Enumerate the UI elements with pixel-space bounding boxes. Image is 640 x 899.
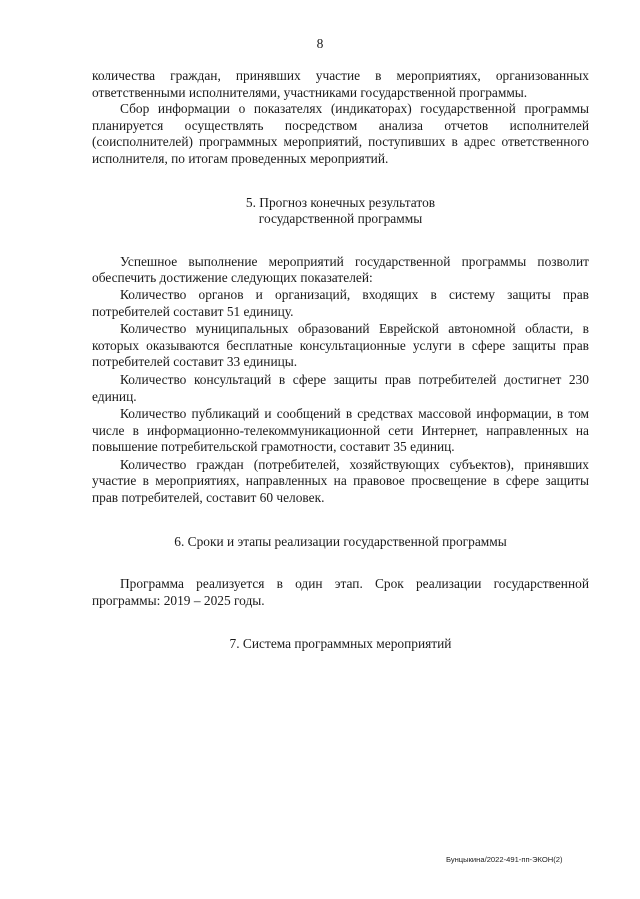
section-6-paragraph: Программа реализуется в один этап. Срок реализации государственной программы: 2019 – 2025 годы. xyxy=(92,576,589,608)
section-5-heading xyxy=(92,195,589,228)
document-footer-code: Бунцыкина/2022-491-пп-ЭКОН(2) xyxy=(446,855,563,864)
document-body xyxy=(92,68,589,653)
section-5-paragraph-intro: Успешное выполнение мероприятий государственной программы позволит обеспечить достижение следующих показателей: xyxy=(92,253,589,286)
section-5-body xyxy=(92,254,589,507)
intro-paragraph-data-collection: Сбор информации о показателях (индикаторах) государственной программы планируется осуществлять посредством анализа отчетов исполнителей (соисполнителей) программных мероприятий, поступивших в адрес ответственного исполнителя, по итогам проведенных мероприятий. xyxy=(92,101,589,166)
section-5-paragraph-citizens: Количество граждан (потребителей, хозяйствующих субъектов), принявших участие в мероприятиях, направленных на правовое просвещение в сфере защиты прав потребителей, составит 60 человек. xyxy=(92,456,589,506)
section-6-body xyxy=(92,576,589,609)
section-5-heading-line-1: 5. Прогноз конечных результатов xyxy=(245,194,436,210)
section-7-heading-text: 7. Система программных мероприятий xyxy=(229,636,452,652)
page-number: 8 xyxy=(316,36,324,51)
section-5-paragraph-organizations: Количество органов и организаций, входящих в систему защиты прав потребителей составит 51 единицу. xyxy=(92,286,589,319)
intro-paragraph-continued: количества граждан, принявших участие в мероприятиях, организованных ответственными исполнителями, участниками государственной программы. xyxy=(92,68,589,100)
section-6-heading-text: 6. Сроки и этапы реализации государственной программы xyxy=(174,533,507,549)
section-6-heading xyxy=(92,534,589,551)
section-5-paragraph-publications: Количество публикаций и сообщений в средствах массовой информации, в том числе в информационно-телекоммуникационной сети Интернет, направленных на повышение потребительской грамотности, составит 35 единиц. xyxy=(92,406,589,455)
section-5-paragraph-municipalities: Количество муниципальных образований Еврейской автономной области, в которых оказываются бесплатные консультационные услуги в сфере защиты прав потребителей составит 33 единицы. xyxy=(92,321,589,370)
section-5-heading-line-2: государственной программы xyxy=(258,211,423,227)
section-5-paragraph-consultations: Количество консультаций в сфере защиты прав потребителей достигнет 230 единиц. xyxy=(92,371,589,404)
section-7-heading xyxy=(92,636,589,653)
